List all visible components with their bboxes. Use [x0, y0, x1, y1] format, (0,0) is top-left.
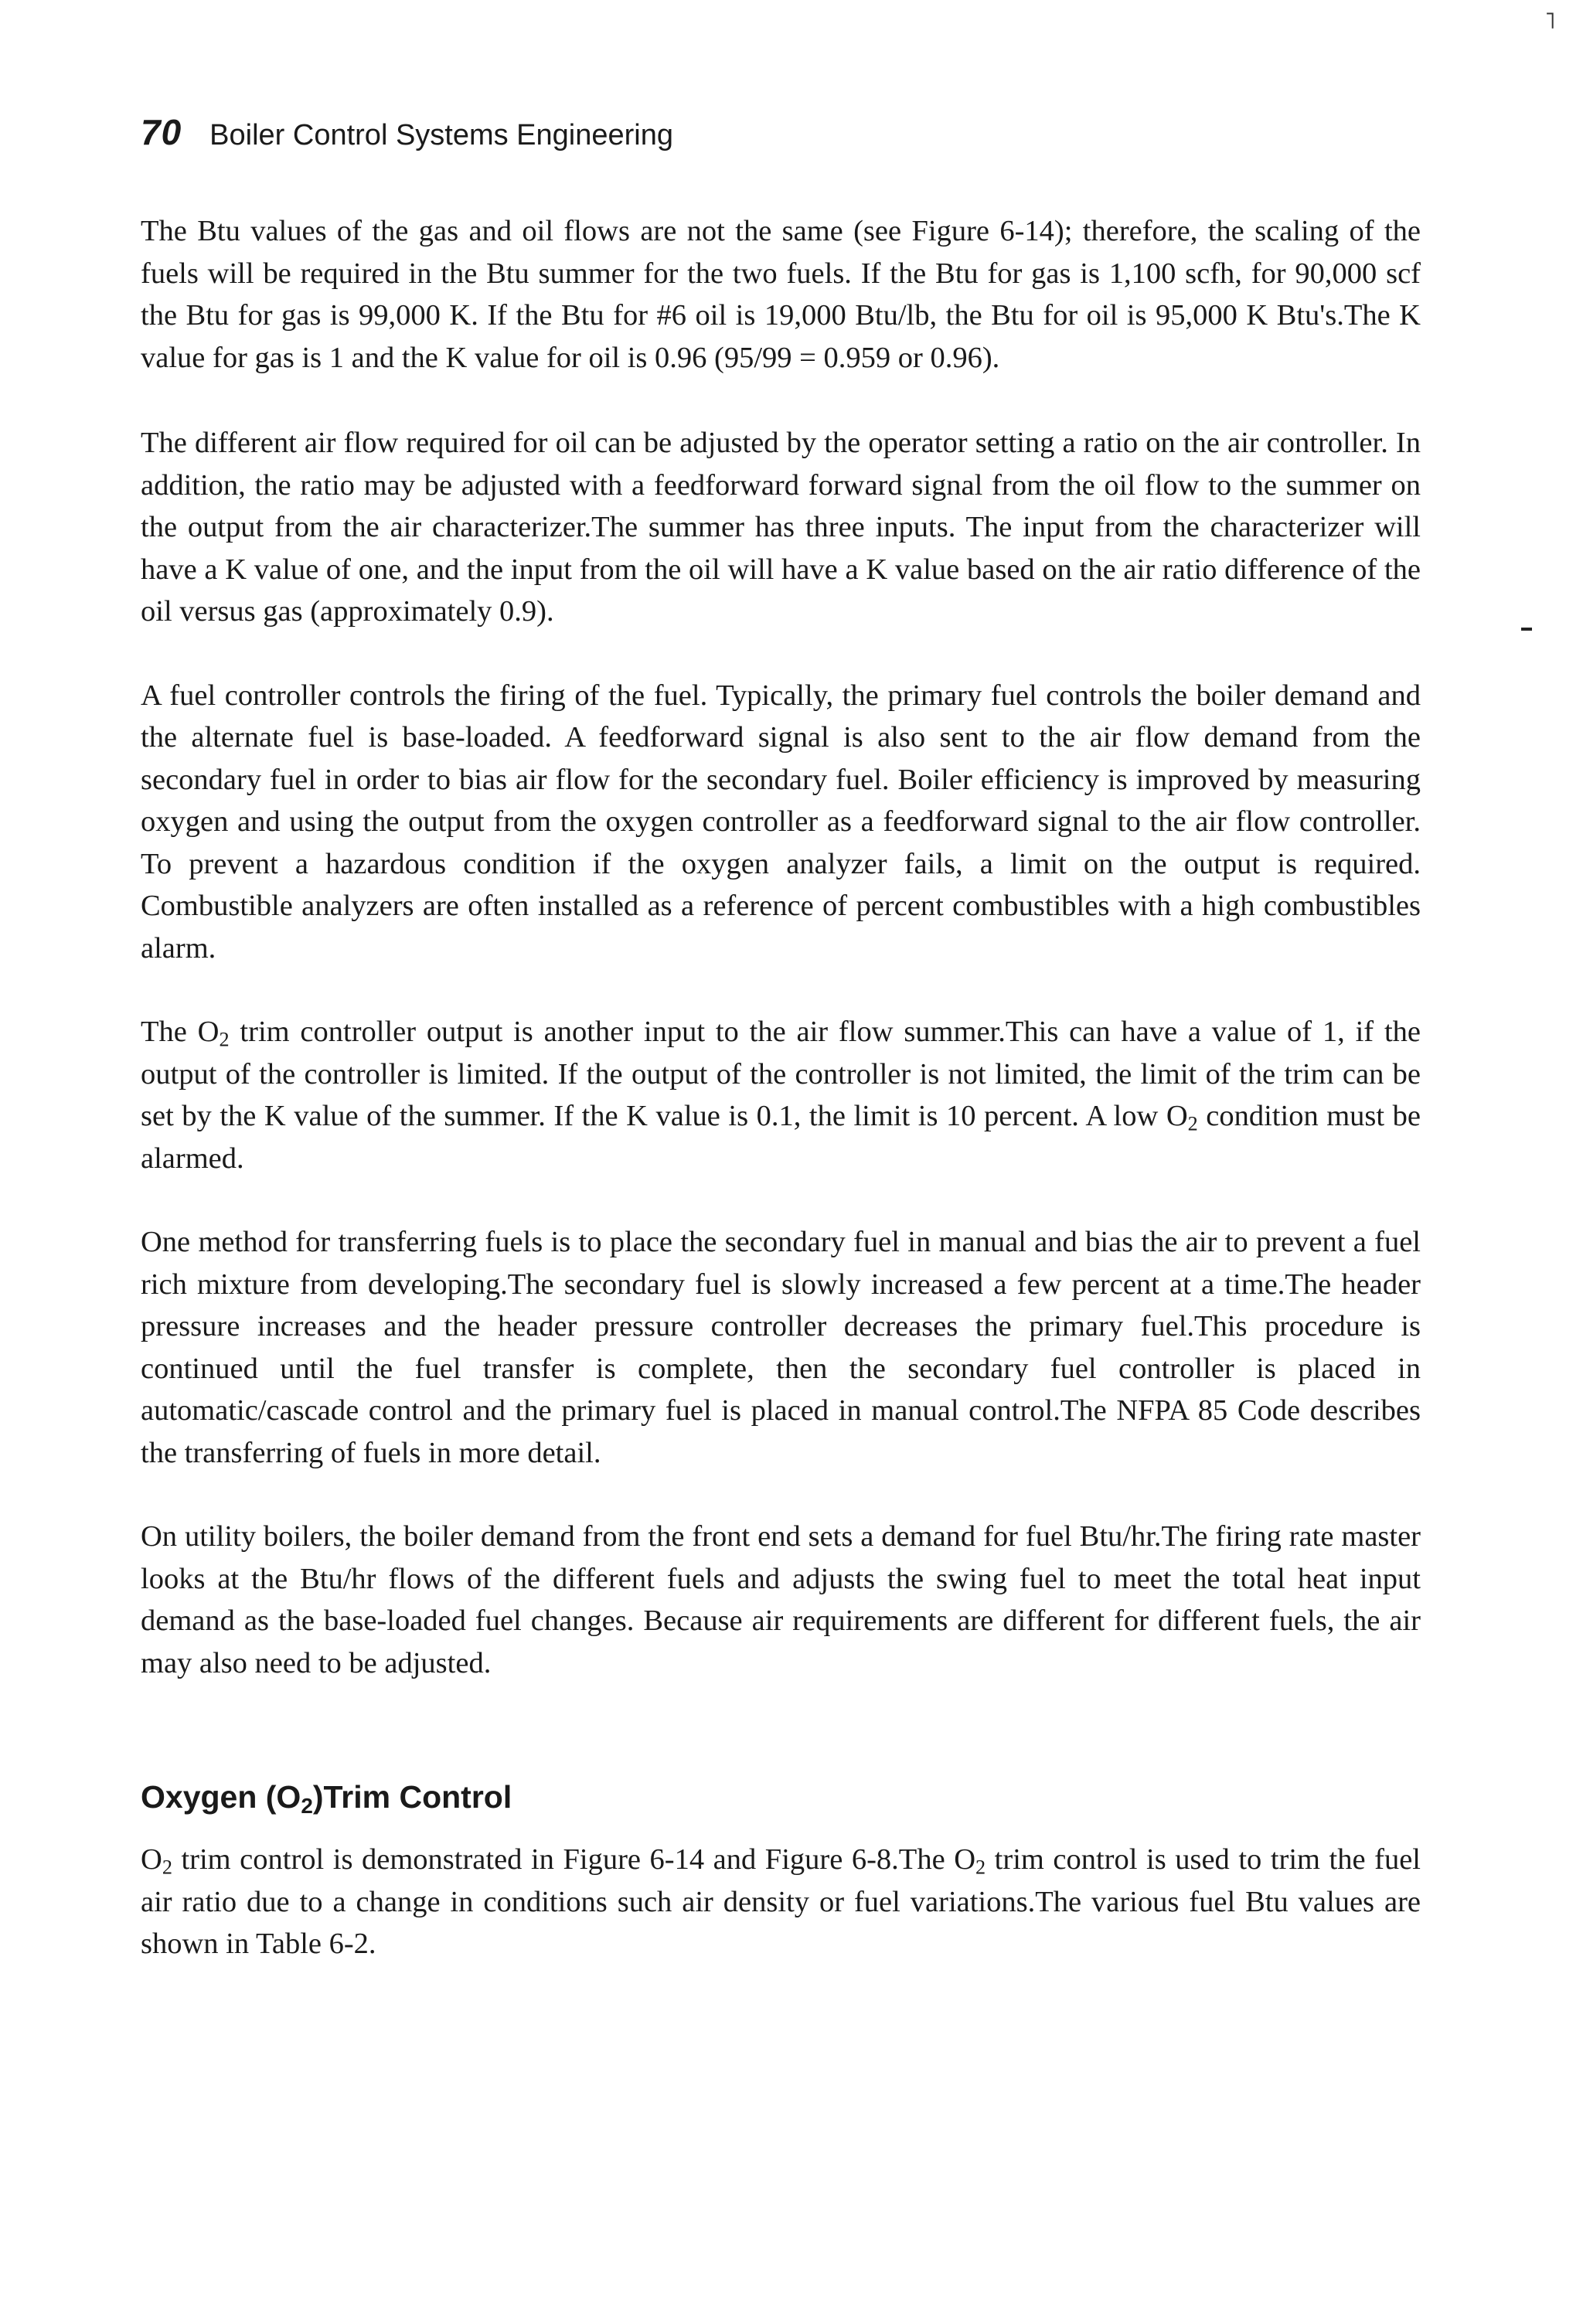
running-title: Boiler Control Systems Engineering: [209, 119, 674, 151]
page-number: 70: [141, 112, 182, 152]
body-text: [141, 210, 1421, 2007]
corner-scan-mark: ˥: [1544, 8, 1556, 35]
section-heading: Oxygen $(O_2)Trim$ Control: [141, 1779, 512, 1818]
paragraph-utility-boilers: On utility boilers, the boiler demand from the front end sets a demand for fuel Btu/hr.The firing rate master looks at the Btu/hr flows of the different fuels and adjusts the swing fuel to meet the total heat input demand as the base-loaded fuel changes. Because air requirements are different for different fuels, the air may also need to be adjusted.: [141, 1520, 1421, 1679]
paragraph-o2-trim-control: $O_2$ trim control is demonstrated in Figure 6-14 and Figure 6-8.The $O_2$ trim control is used to trim the fuel air ratio due to a change in conditions such air density or fuel variations.The various fuel Btu values are shown in Table 6-2.: [141, 1843, 1421, 1960]
margin-dash-mark: [1521, 628, 1532, 631]
paragraph-btu-scaling: The Btu values of the gas and oil flows are not the same (see Figure 6-14); therefore, the scaling of the fuels will be required in the Btu summer for the two fuels. If the Btu for gas is 1,100 scfh, for 90,000 scf the Btu for gas is 99,000 K. If the Btu for #6 oil is 19,000 Btu/lb, the Btu for oil is 95,000 K Btu's.The K value for gas is 1 and the K value for oil is 0.96 (95/99 = 0.959 or 0.96).: [141, 215, 1421, 374]
paragraph-fuel-controller: A fuel controller controls the firing of the fuel. Typically, the primary fuel controls the boiler demand and the alternate fuel is base-loaded. A feedforward signal is also sent to the air flow demand from the secondary fuel in order to bias air flow for the secondary fuel. Boiler efficiency is improved by measuring oxygen and using the output from the oxygen controller as a feedforward signal to the air flow controller. To prevent a hazardous condition if the oxygen analyzer fails, a limit on the output is required. Combustible analyzers are often installed as a reference of percent combustibles with a high combustibles alarm.: [141, 679, 1421, 965]
paragraph-air-flow-ratio: The different air flow required for oil can be adjusted by the operator setting a ratio on the air controller. In addition, the ratio may be adjusted with a feedforward forward signal from the oil flow to the summer on the output from the air characterizer.The summer has three inputs. The input from the characterizer will have a K value of one, and the input from the oil will have a K value based on the air ratio difference of the oil versus gas (approximately 0.9).: [141, 427, 1421, 628]
paragraph-fuel-transfer: One method for transferring fuels is to place the secondary fuel in manual and bias the air to prevent a fuel rich mixture from developing.The secondary fuel is slowly increased a few percent at a time.The header pressure increases and the header pressure controller decreases the primary fuel.This procedure is continued until the fuel transfer is complete, then the secondary fuel controller is placed in automatic/cascade control and the primary fuel is placed in manual control.The NFPA 85 Code describes the transferring of fuels in more detail.: [141, 1226, 1421, 1469]
paragraph-o2-trim-output: The $O_2$ trim controller output is another input to the air flow summer.This can have a value of 1, if the output of the controller is limited. If the output of the controller is not limited, the limit of the trim can be set by the K value of the summer. If the K value is 0.1, the limit is 10 percent. A low $O_2$ condition must be alarmed.: [141, 1016, 1421, 1175]
page-header: [141, 111, 673, 158]
